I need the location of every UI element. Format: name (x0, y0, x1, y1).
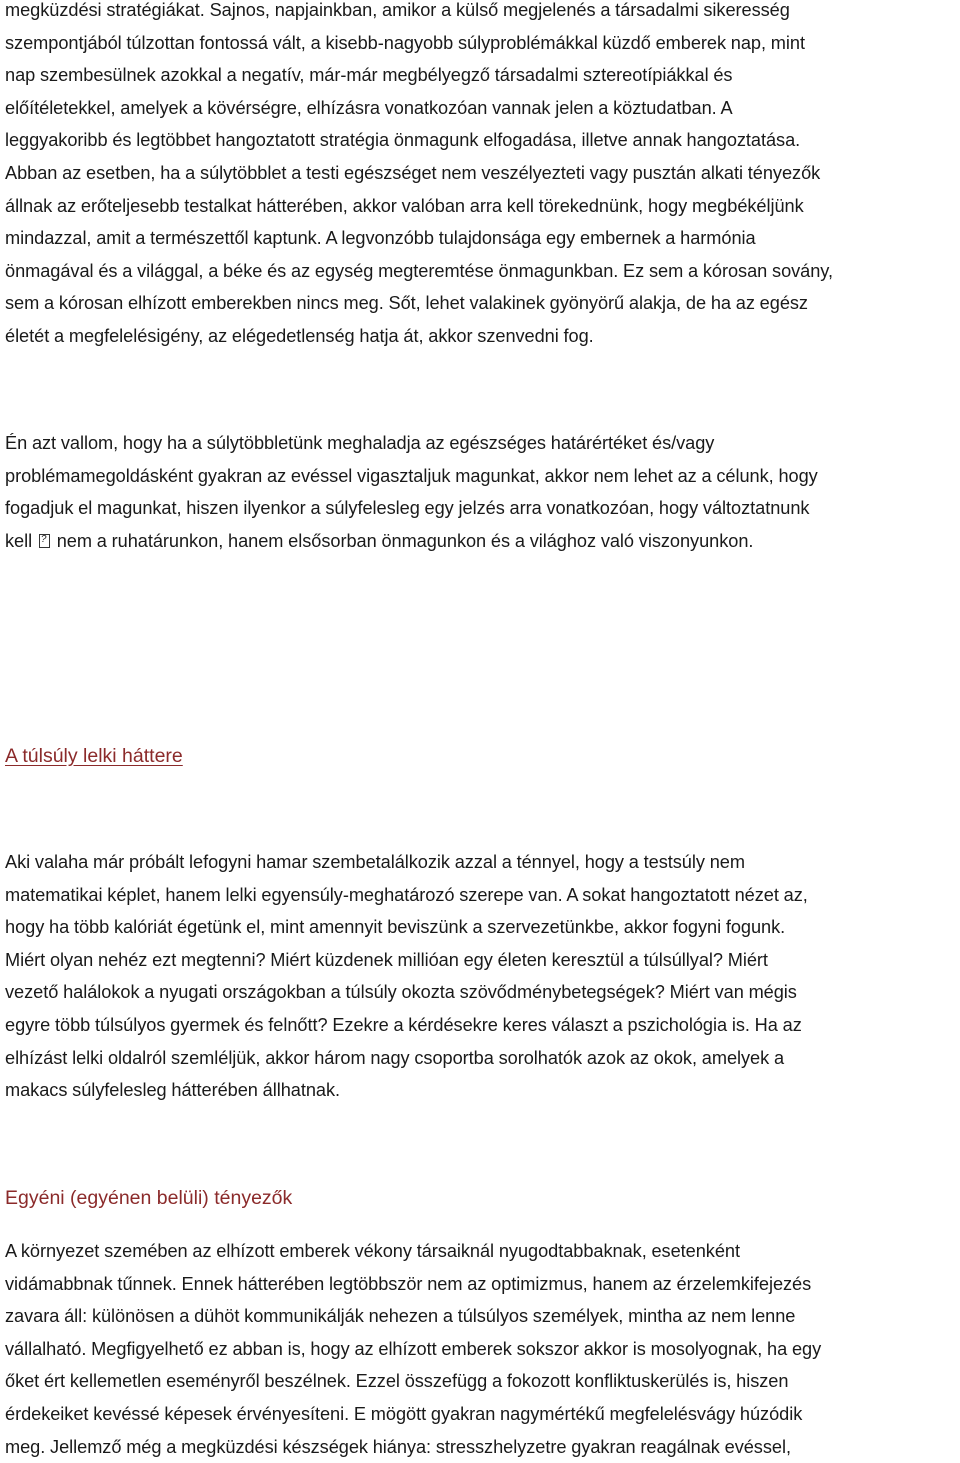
text-line: szempontjából túlzottan fontossá vált, a kisebb-nagyobb súlyproblémákkal küzdő emberek nap, mint (5, 32, 805, 53)
text-line: egyre több túlsúlyos gyermek és felnőtt? Ezekre a kérdésekre keres választ a pszichológia is. Ha az (5, 1014, 802, 1035)
text-line: megküzdési stratégiákat. Sajnos, napjainkban, amikor a külső megjelenés a társadalmi sikeresség (5, 0, 790, 20)
text-line: érdekeiket kevéssé képesek érvényesíteni. E mögött gyakran nagymértékű megfelelésvágy húzódik (5, 1403, 803, 1424)
paragraph-individual-factors (5, 1235, 821, 1463)
text-line: előítéletekkel, amelyek a kövérségre, elhízásra vonatkozóan vannak jelen a köztudatban. A (5, 97, 733, 118)
text-line: életét a megfelelésigény, az elégedetlenség hatja át, akkor szenvedni fog. (5, 325, 594, 346)
text-line: makacs súlyfelesleg hátterében állhatnak. (5, 1080, 341, 1101)
subsection-heading: Egyéni (egyénen belüli) tényezők (5, 1187, 293, 1209)
text-line: vidámabbnak tűnnek. Ennek hátterében legtöbbször nem az optimizmus, hanem az érzelemkifejezés (5, 1273, 812, 1294)
text-line: problémamegoldásként gyakran az evéssel vigasztaljuk magunkat, akkor nem lehet az a célunk, hogy (5, 465, 818, 486)
text-line: Abban az esetben, ha a súlytöbblet a testi egészséget nem veszélyezteti vagy pusztán alkati tényezők (5, 162, 821, 183)
text-line: Aki valaha már próbált lefogyni hamar szembetalálkozik azzal a ténnyel, hogy a testsúly nem (5, 852, 745, 872)
text-line: nap szembesülnek azokkal a negatív, már-már megbélyegző társadalmi sztereotípiákkal és (5, 65, 733, 86)
text-line: leggyakoribb és legtöbbet hangoztatott stratégia önmagunk elfogadása, illetve annak hangoztatása. (5, 130, 801, 151)
text-line: meg. Jellemző még a megküzdési készségek hiánya: stresszhelyzetre gyakran reagálnak evéssel, (5, 1436, 791, 1457)
text-line: mindazzal, amit a természettől kaptunk. A legvonzóbb tulajdonsága egy embernek a harmónia (5, 228, 756, 249)
text-fragment: nem a ruhatárunkon, hanem elsősorban önmagunkon és a világhoz való viszonyunkon. (56, 530, 754, 551)
text-line: A környezet szemében az elhízott emberek vékony társaiknál nyugodtabbaknak, esetenként (5, 1241, 740, 1261)
paragraph-author-opinion (5, 427, 818, 557)
text-line: fogadjuk el magunkat, hiszen ilyenkor a súlyfelesleg egy jelzés arra vonatkozóan, hogy változtatnunk (5, 498, 810, 519)
missing-glyph-icon (39, 534, 50, 548)
text-line: zavara áll: különösen a dühöt kommunikálják nehezen a túlsúlyos személyek, mintha az nem lenne (5, 1306, 796, 1327)
text-fragment: kell (5, 530, 33, 551)
text-line: hogy ha több kalóriát égetünk el, mint amennyit beviszünk a szervezetünkbe, akkor fogyni fogunk. (5, 917, 786, 938)
text-line: vezető halálokok a nyugati országokban a túlsúly okozta szövődménybetegségek? Miért van mégis (5, 982, 797, 1003)
text-line: vállalható. Megfigyelhető ez abban is, hogy az elhízott emberek sokszor akkor is mosolyognak, ha egy (5, 1338, 822, 1359)
text-line: önmagával és a világgal, a béke és az egység megteremtése önmagunkban. Ez sem a kórosan sovány, (5, 260, 834, 281)
text-line: állnak az erőteljesebb testalkat hátterében, akkor valóban arra kell törekednünk, hogy megbékéljünk (5, 195, 804, 216)
text-line: Én azt vallom, hogy ha a súlytöbbletünk meghaladja az egészséges határértéket és/vagy (5, 433, 715, 453)
paragraph-coping-strategies (5, 0, 833, 353)
text-line: Miért olyan nehéz ezt megtenni? Miért küzdenek millióan egy életen keresztül a túlsúllyal? Miért (5, 949, 768, 970)
text-line: elhízást lelki oldalról szemléljük, akkor három nagy csoportba sorolhatók azok az okok, amelyek a (5, 1047, 785, 1068)
paragraph-psychological-background (5, 846, 808, 1107)
section-heading: A túlsúly lelki háttere (5, 745, 183, 767)
text-line-with-glyph (5, 525, 818, 558)
text-line: matematikai képlet, hanem lelki egyensúly-meghatározó szerepe van. A sokat hangoztatott nézet az, (5, 884, 808, 905)
text-line: őket ért kellemetlen eseményről beszélnek. Ezzel összefügg a fokozott konfliktuskerülés is, hiszen (5, 1371, 789, 1392)
text-line: sem a kórosan elhízott emberekben nincs meg. Sőt, lehet valakinek gyönyörű alakja, de ha az egész (5, 293, 808, 314)
